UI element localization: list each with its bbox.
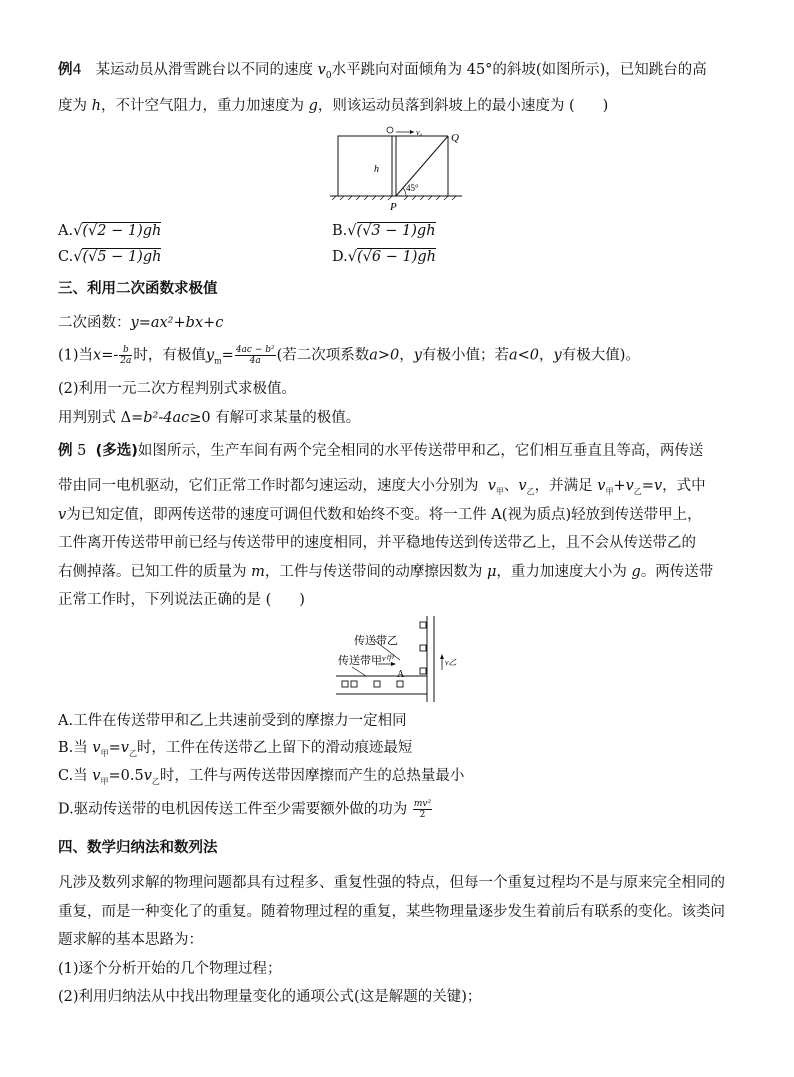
v-a-label: v甲 [382,654,394,663]
example4-line1: 例4 某运动员从滑雪跳台以不同的速度 $v_0$水平跳向对面倾角为 45°的斜坡(如图所示)，已知跳台的高 [58,62,707,81]
workpiece-a-label: A [397,669,405,680]
example5-line1: 例 5 (多选)如图所示，生产车间有两个完全相同的水平传送带甲和乙，它们相互垂直且等高，两传送 [58,443,704,459]
belt-b-label: 传送带乙 [354,635,398,647]
section4-step1: (1)逐个分析开始的几个物理过程； [58,961,282,977]
section4-para-line1: 凡涉及数列求解的物理问题都具有过程多、重复性强的特点，但每一个重复过程均不是与原来完全相同的 [58,875,725,891]
example5-line6: 正常工作时，下列说法正确的是 ( ) [58,592,305,608]
section4-para-line2: 重复，而是一种变化了的重复。随着物理过程的重复，某些物理量逐步发生着前后有联系的变化。该类问 [58,904,725,920]
option5-a: A.工件在传送带甲和乙上共速前受到的摩擦力一定相同 [58,713,407,729]
angle-label: 45° [406,183,419,193]
point-q-label: Q [451,132,459,144]
example5-line5: 右侧掉落。已知工件的质量为 m，工件与传送带间的动摩擦因数为 μ，重力加速度大小为 g。两传送带 [58,564,714,580]
point-p-label: P [390,201,397,213]
option-b: B.√(√3 − 1)gh [332,223,436,239]
example5-line3: v为已知定值，即两传送带的速度可调但代数和始终不变。将一工件 A(视为质点)轻放到传送带甲上， [58,507,702,523]
section3-point1: (1)当x=- $\frac{b}{2a}$ 时，有极值$y_m=$ $\frac{\text{4ac − b²}}{4a}$ (若二次项系数a>0，y有极小值；若a<0，y有极大值)。 [58,345,640,366]
option-c: C.√(√5 − 1)gh [58,249,162,265]
example5-line2: 带由同一电机驱动，它们正常工作时都匀速运动，速度大小分别为 $v_甲$、$v_乙$，并满足 $v_甲+v_乙=v$，式中 [58,478,706,496]
fraction-work: $\frac{\text{mv²}}{2}$ [413,799,432,820]
ski-jump-figure [330,124,470,214]
section3-heading: 三、利用二次函数求极值 [58,281,218,297]
belt-a-label: 传送带甲 [338,655,382,667]
fraction-b-2a: $\frac{b}{2a}$ [120,345,132,366]
section3-point2: (2)利用一元二次方程判别式求极值。 [58,381,297,397]
section3-point3: 用判别式 Δ=b²-4ac≥0 有解可求某量的极值。 [58,410,361,426]
section4-para-line3: 题求解的基本思路为： [58,932,203,948]
option5-c: C.当 $v_甲=0.5v_乙$时，工件与两传送带因摩擦而产生的总热量最小 [58,768,465,786]
example5-line4: 工件离开传送带甲前已经与传送带甲的速度相同，并平稳地传送到传送带乙上，且不会从传送带乙的 [58,535,696,551]
section4-step2: (2)利用归纳法从中找出物理量变化的通项公式(这是解题的关键)； [58,989,482,1005]
v0-label: v₀ [416,128,423,137]
option5-b: B.当 $v_甲=v_乙$时，工件在传送带乙上留下的滑动痕迹最短 [58,740,413,758]
conveyor-belt-figure [334,614,474,706]
section4-heading: 四、数学归纳法和数列法 [58,840,218,856]
option-d: D.√(√6 − 1)gh [332,249,436,265]
v-b-label: v乙 [445,658,457,667]
option5-d: D.驱动传送带的电机因传送工件至少需要额外做的功为 $\frac{\text{mv²}}{2}$ [58,799,432,820]
height-label: h [374,164,379,175]
example-label: 例 [58,62,73,78]
option-a: A.√(√2 − 1)gh [58,223,162,239]
example4-line2: 度为 h，不计空气阻力，重力加速度为 g，则该运动员落到斜坡上的最小速度为 ( ) [58,98,609,114]
quadratic-function: 二次函数：y=ax²+bx+c [58,315,224,331]
fraction-extreme-value: $\frac{\text{4ac − b²}}{4a}$ [235,345,275,366]
